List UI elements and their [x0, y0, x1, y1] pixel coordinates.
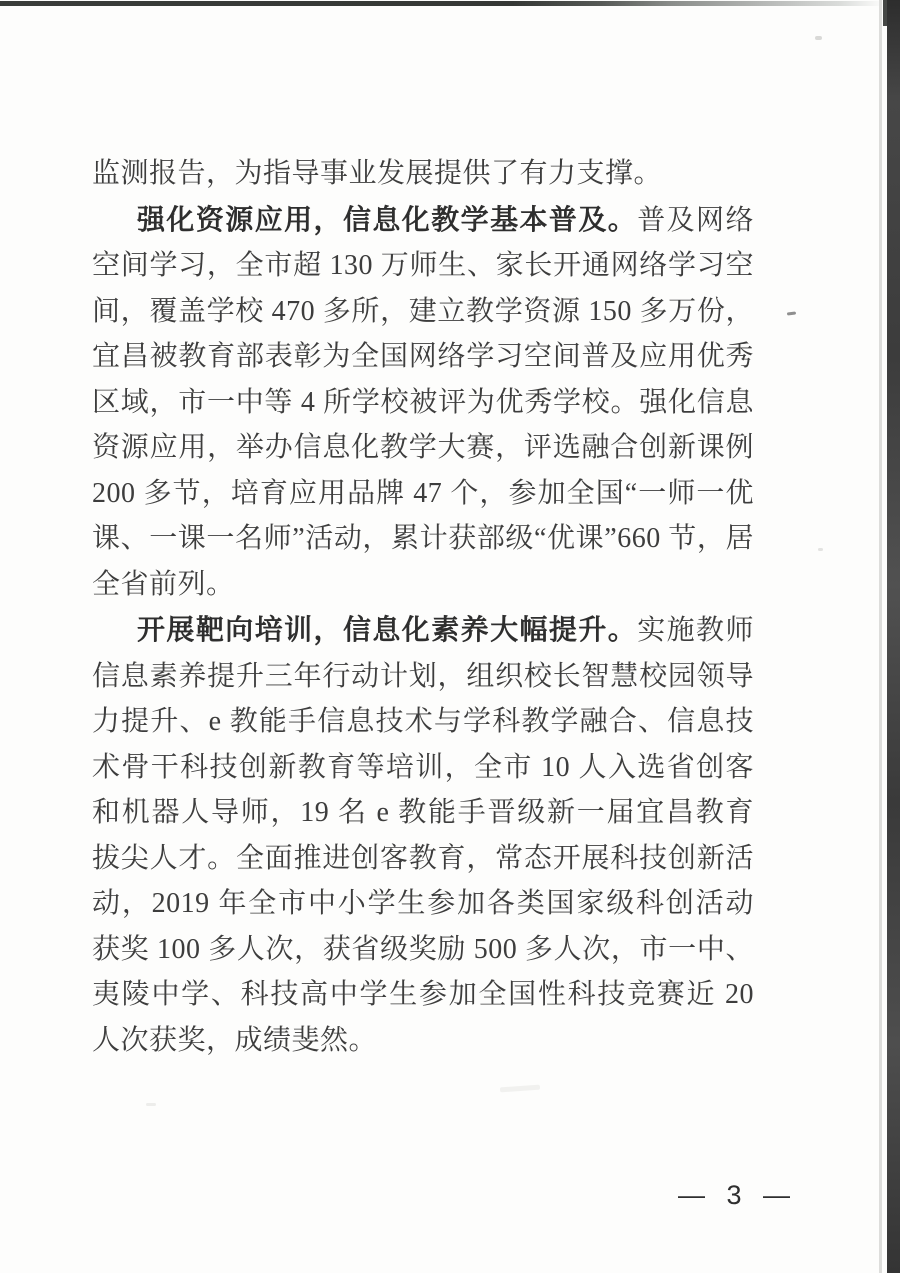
- scan-speck: [787, 311, 796, 315]
- scan-artifact-right-shadow-line: [879, 0, 882, 1273]
- paragraph-continuation: [92, 151, 754, 197]
- page-number: — 3 —: [678, 1180, 798, 1210]
- paragraph-text: 监测报告，为指导事业发展提供了有力支撑。: [92, 158, 663, 189]
- scan-speck: [818, 548, 823, 551]
- paragraph-resource-application: [92, 197, 754, 608]
- paragraph-text: 普及网络空间学习，全市超 130 万师生、家长开通网络学习空间，覆盖学校 470 多所，建立教学资源 150 多万份，宜昌被教育部表彰为全国网络学习空间普及应用优秀区域，市一中等 4 所学校被评为优秀学校。强化信息资源应用，举办信息化教学大赛，评选融合创新课例 200 多节，培育应用品牌 47 个，参加全国“一师一优课、一课一名师”活动，累计获部级“优课”660 节，居全省前列。: [92, 204, 754, 600]
- paragraph-lead-bold: 强化资源应用，信息化教学基本普及。: [137, 203, 638, 235]
- scan-artifact-top-edge: [0, 1, 884, 6]
- scan-speck: [815, 36, 822, 40]
- paragraph-targeted-training: [92, 607, 754, 1063]
- scan-speck: [500, 1085, 540, 1093]
- document-text-block: [92, 151, 754, 1063]
- paragraph-text: 实施教师信息素养提升三年行动计划，组织校长智慧校园领导力提升、e 教能手信息技术与学科教学融合、信息技术骨干科技创新教育等培训，全市 10 人入选省创客和机器人导师，19 名 e 教能手晋级新一届宜昌教育拔尖人才。全面推进创客教育，常态开展科技创新活动，2019 年全市中小学生参加各类国家级科创活动获奖 100 多人次，获省级奖励 500 多人次，市一中、夷陵中学、科技高中学生参加全国性科技竞赛近 20 人次获奖，成绩斐然。: [92, 615, 754, 1056]
- scan-speck: [146, 1103, 156, 1106]
- scan-artifact-right-edge: [887, 0, 900, 1273]
- paragraph-lead-bold: 开展靶向培训，信息化素养大幅提升。: [137, 614, 638, 645]
